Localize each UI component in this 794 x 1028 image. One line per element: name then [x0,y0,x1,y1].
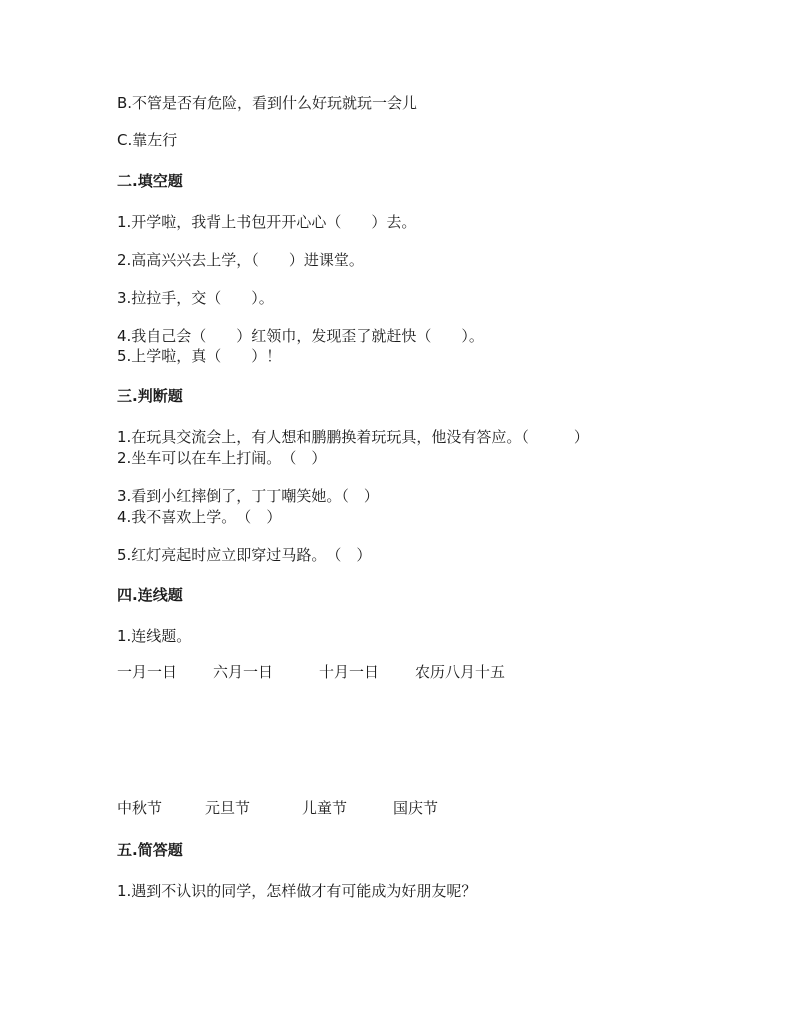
true-false-question: 3.看到小红摔倒了，丁丁嘲笑她。（ ） [117,487,379,505]
fill-in-question: 2.高高兴兴去上学，（ ）进课堂。 [117,251,364,269]
matching-festival: 中秋节 [117,799,163,817]
matching-festival: 国庆节 [393,799,439,817]
matching-date: 一月一日 [117,663,178,681]
matching-date: 农历八月十五 [415,663,506,681]
matching-date: 十月一日 [319,663,380,681]
fill-in-question: 4.我自己会（ ）红领巾，发现歪了就赶快（ ）。 [117,327,484,345]
fill-in-question: 1.开学啦，我背上书包开开心心（ ）去。 [117,213,417,231]
matching-festival: 儿童节 [302,799,348,817]
short-answer-question: 1.遇到不认识的同学，怎样做才有可能成为好朋友呢？ [117,882,477,900]
true-false-question: 1.在玩具交流会上，有人想和鹏鹏换着玩玩具，他没有答应。（ ） [117,428,589,446]
fill-in-question: 5.上学啦，真（ ）！ [117,347,282,365]
option-c: C.靠左行 [117,131,178,149]
section-heading-short-answer: 五.简答题 [117,841,183,859]
true-false-question: 4.我不喜欢上学。 （ ） [117,508,282,526]
section-heading-true-false: 三.判断题 [117,387,183,405]
section-heading-matching: 四.连线题 [117,586,183,604]
section-heading-fill-in: 二.填空题 [117,172,183,190]
matching-prompt: 1.连线题。 [117,627,192,645]
matching-festival: 元旦节 [205,799,251,817]
true-false-question: 5.红灯亮起时应立即穿过马路。 （ ） [117,546,372,564]
true-false-question: 2.坐车可以在车上打闹。 （ ） [117,449,327,467]
fill-in-question: 3.拉拉手，交（ ）。 [117,289,274,307]
matching-date: 六月一日 [213,663,274,681]
option-b: B.不管是否有危险，看到什么好玩就玩一会儿 [117,94,418,112]
